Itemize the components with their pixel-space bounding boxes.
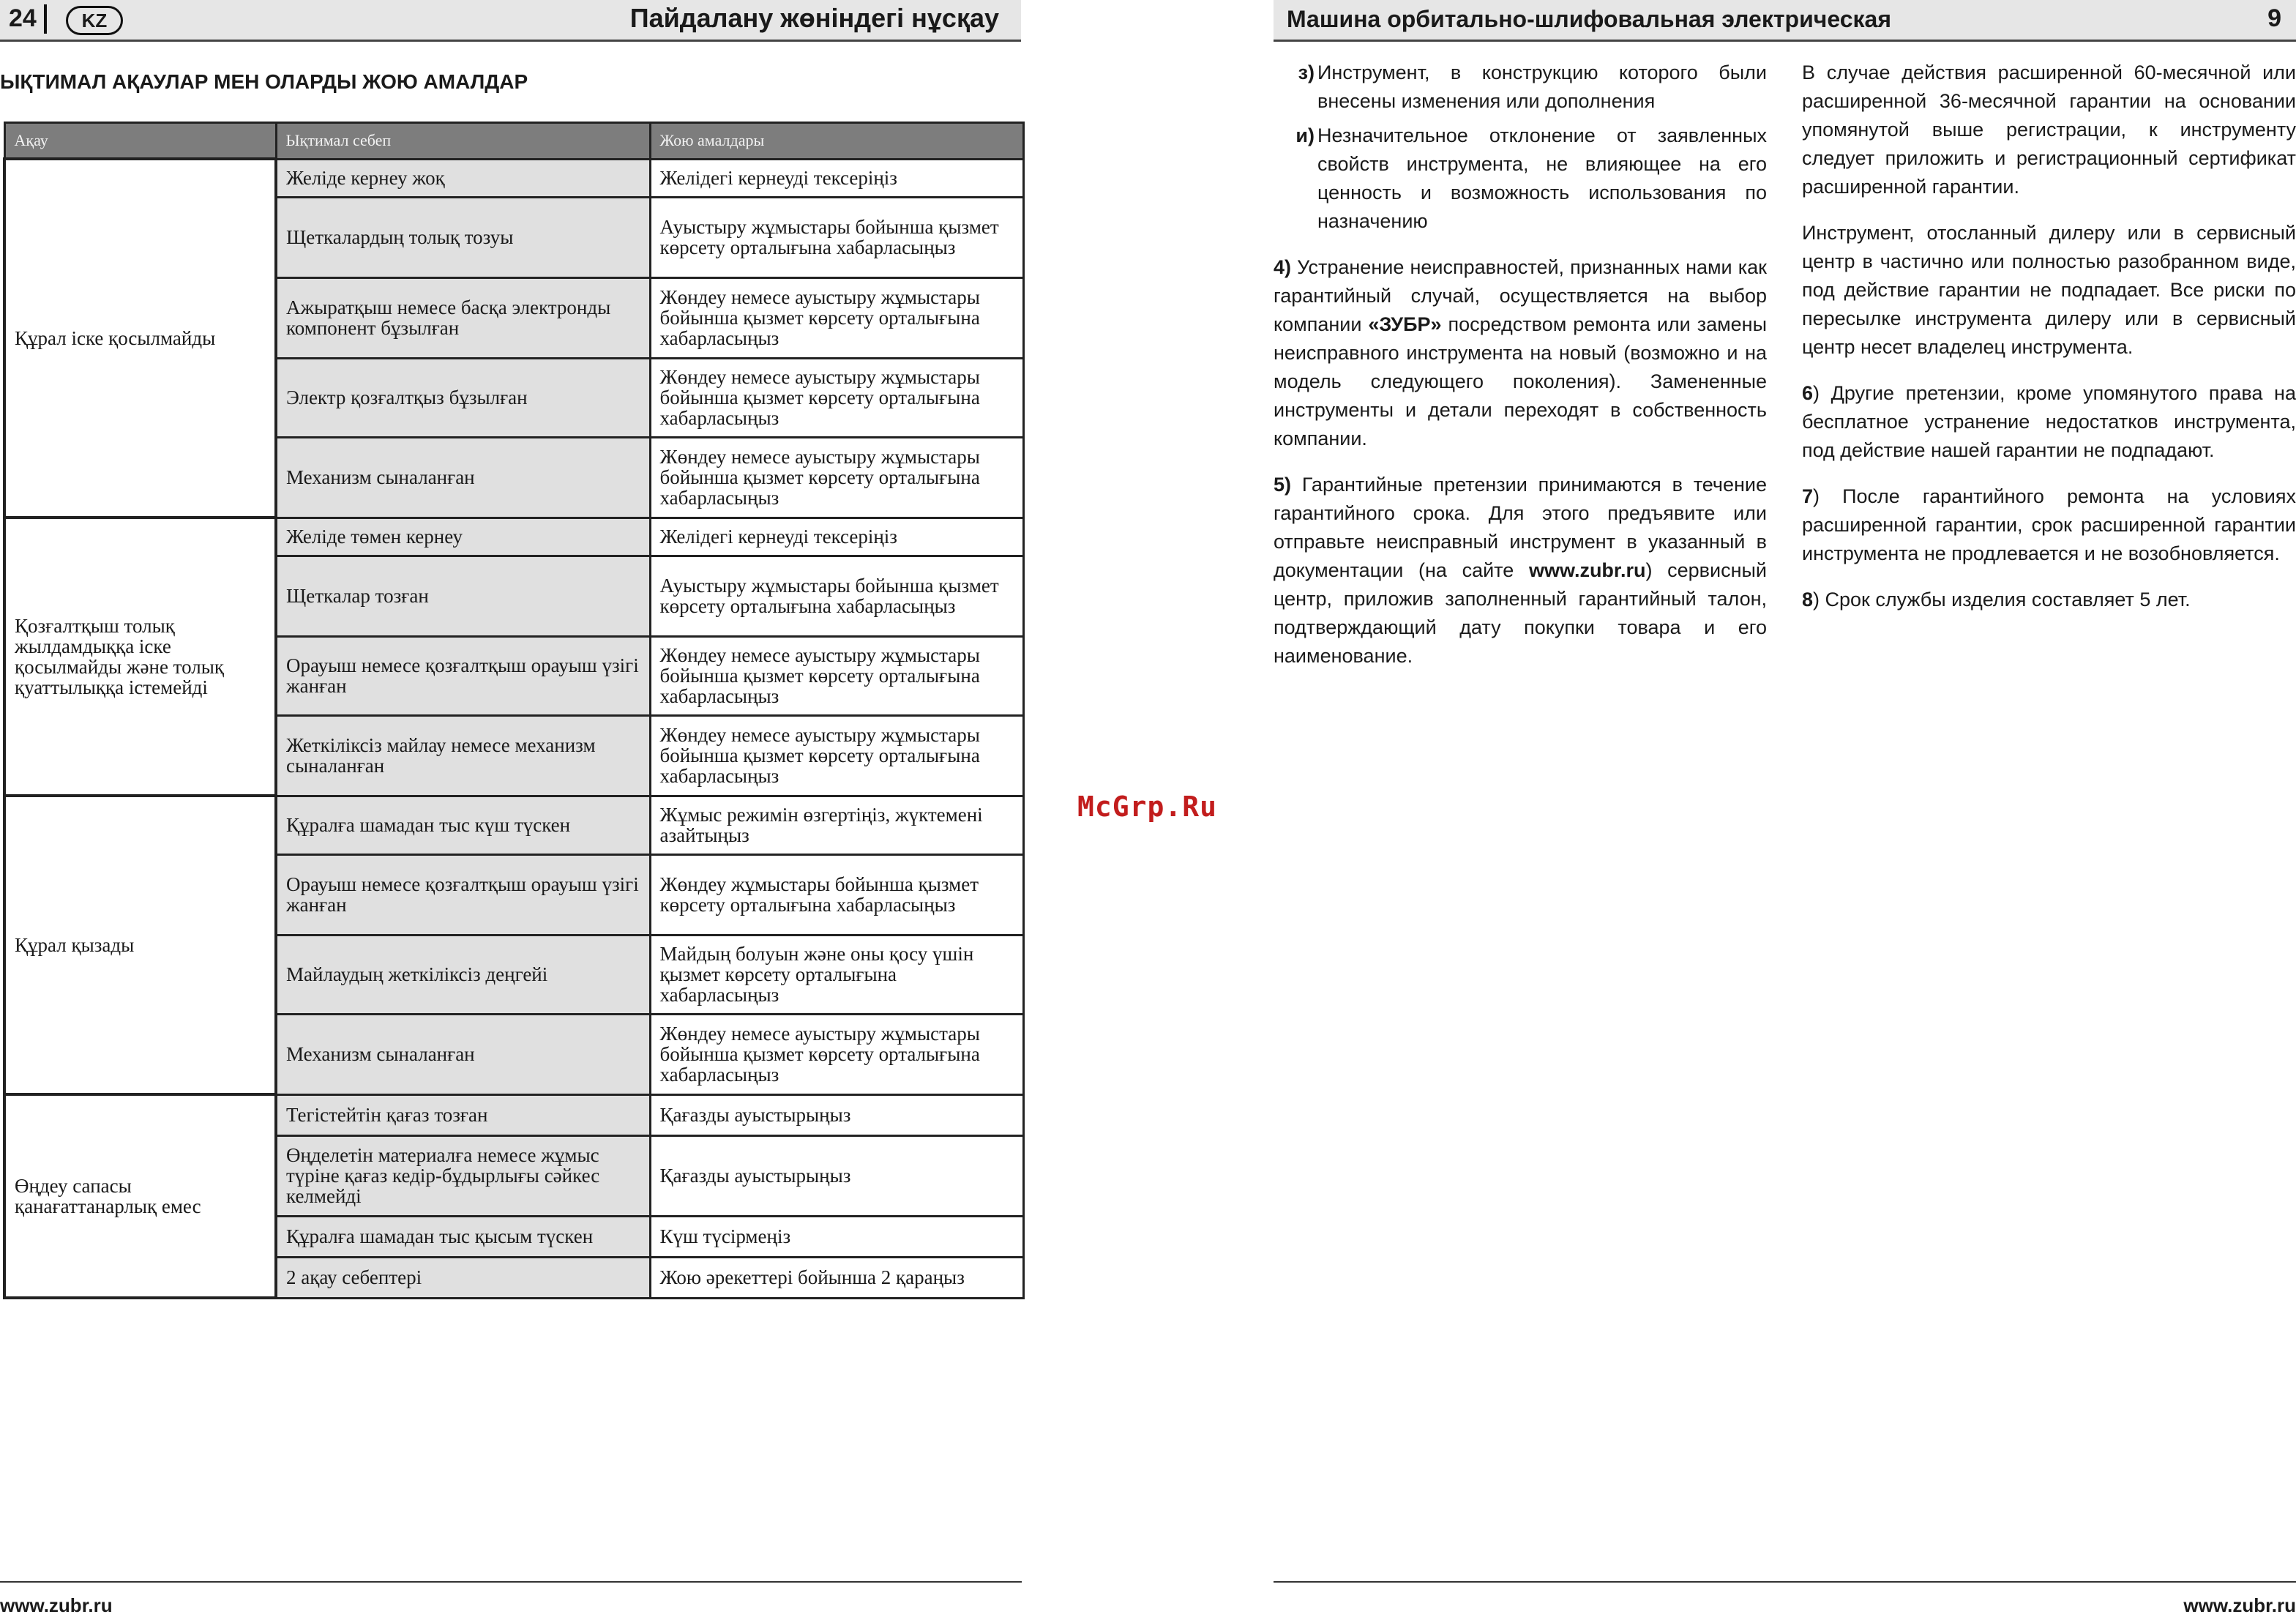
- paragraph-text: Устранение неисправностей, признанных нами как гарантийный случай, осуществляется на выбор компании: [1274, 256, 1767, 335]
- action-cell: Күш түсірмеңіз: [650, 1216, 1023, 1257]
- site-link[interactable]: www.zubr.ru: [1528, 559, 1646, 581]
- brand-name: «ЗУБР»: [1368, 313, 1442, 335]
- left-page: [0, 0, 1025, 1617]
- left-page-title: Пайдалану жөніндегі нұсқау: [629, 3, 999, 33]
- footer-divider: [1274, 1581, 2296, 1583]
- cause-cell: Орауыш немесе қозғалтқыш орауыш үзігі жанған: [276, 854, 650, 935]
- right-page-title: Машина орбитально-шлифовальная электрическая: [1287, 6, 1891, 32]
- cause-cell: Желіде төмен кернеу: [276, 518, 650, 556]
- paragraph-number: 5): [1274, 474, 1292, 496]
- right-page: [1274, 0, 2296, 1617]
- action-cell: Жөндеу жұмыстары бойынша қызмет көрсету орталығына хабарласыңыз: [650, 854, 1023, 935]
- cause-cell: Орауыш немесе қозғалтқыш орауыш үзігі жанған: [276, 636, 650, 715]
- list-item: [1274, 59, 1767, 116]
- fault-cell: Қозғалтқыш толық жылдамдыққа іске қосылмайды және толық қуаттылыққа істемейді: [4, 518, 276, 796]
- text-column-1: [1274, 59, 1767, 688]
- cause-cell: Щеткалардың толық тозуы: [276, 197, 650, 277]
- action-cell: Желідегі кернеуді тексеріңіз: [650, 159, 1023, 197]
- paragraph-text: ) Другие претензии, кроме упомянутого права на бесплатное устранение недостатков инструмента, под действие нашей гарантии не подпадают.: [1802, 382, 2296, 461]
- action-cell: Жөндеу немесе ауыстыру жұмыстары бойынша қызмет көрсету орталығына хабарласыңыз: [650, 437, 1023, 518]
- list-item: [1274, 122, 1767, 236]
- header-fault: Ақау: [4, 123, 276, 160]
- fault-cell: Құрал іске қосылмайды: [4, 159, 276, 518]
- cause-cell: Желіде кернеу жоқ: [276, 159, 650, 197]
- action-cell: Қағазды ауыстырыңыз: [650, 1135, 1023, 1216]
- action-cell: Жұмыс режимін өзгертіңіз, жүктемені азайтыңыз: [650, 796, 1023, 854]
- action-cell: Жөндеу немесе ауыстыру жұмыстары бойынша қызмет көрсету орталығына хабарласыңыз: [650, 715, 1023, 796]
- action-cell: Жөндеу немесе ауыстыру жұмыстары бойынша қызмет көрсету орталығына хабарласыңыз: [650, 636, 1023, 715]
- cause-cell: Электр қозғалтқыз бұзылған: [276, 358, 650, 437]
- left-footer-url: www.zubr.ru: [0, 1594, 113, 1616]
- paragraph-dealer: Инструмент, отосланный дилеру или в сервисный центр в частично или полностью разобранном виде, под действие гарантии не подпадает. Все риски по пересылке инструмента дилеру или в сервисный центр несет владелец инструмента.: [1802, 222, 2296, 358]
- cause-cell: Щеткалар тозған: [276, 556, 650, 636]
- watermark: McGrp.Ru: [1077, 791, 1218, 823]
- action-cell: Ауыстыру жұмыстары бойынша қызмет көрсету орталығына хабарласыңыз: [650, 197, 1023, 277]
- table-row: [4, 518, 1023, 556]
- paragraph-7: [1802, 482, 2296, 568]
- fault-cell: Құрал қызады: [4, 796, 276, 1094]
- cause-cell: Құралға шамадан тыс қысым түскен: [276, 1216, 650, 1257]
- cause-cell: Құралға шамадан тыс күш түскен: [276, 796, 650, 854]
- table-row: [4, 1094, 1023, 1135]
- paragraph-4: [1274, 253, 1767, 453]
- action-cell: Жөндеу немесе ауыстыру жұмыстары бойынша қызмет көрсету орталығына хабарласыңыз: [650, 358, 1023, 437]
- action-cell: Майдың болуын және оны қосу үшін қызмет көрсету орталығына хабарласыңыз: [650, 935, 1023, 1014]
- action-cell: Жою әрекеттері бойынша 2 қараңыз: [650, 1257, 1023, 1298]
- header-separator: [44, 4, 47, 34]
- list-marker: з): [1298, 61, 1315, 83]
- right-footer-url: www.zubr.ru: [2183, 1594, 2296, 1616]
- list-marker: и): [1295, 124, 1315, 146]
- paragraph-number: 6: [1802, 382, 1814, 404]
- cause-cell: Ажыратқыш немесе басқа электронды компонент бұзылған: [276, 277, 650, 358]
- text-column-2: [1802, 59, 2296, 632]
- header-action: Жою амалдары: [650, 123, 1023, 160]
- paragraph-8: [1802, 586, 2296, 614]
- right-page-number: 9: [2267, 4, 2281, 32]
- paragraph-number: 7: [1802, 485, 1814, 507]
- cause-cell: Механизм сыналанған: [276, 1014, 650, 1094]
- paragraph-text: ) сервисный центр, приложив заполненный гарантийный талон, подтверждающий дату покупки товара и его наименование.: [1274, 559, 1767, 667]
- list-text: Инструмент, в конструкцию которого были внесены изменения или дополнения: [1317, 61, 1767, 112]
- cause-cell: 2 ақау себептері: [276, 1257, 650, 1298]
- language-badge: KZ: [66, 6, 123, 35]
- cause-cell: Механизм сыналанған: [276, 437, 650, 518]
- left-page-number: 24: [9, 4, 37, 32]
- troubleshooting-table: [3, 122, 1025, 1299]
- section-title: ЫҚТИМАЛ АҚАУЛАР МЕН ОЛАРДЫ ЖОЮ АМАЛДАР: [0, 70, 528, 93]
- paragraph-6: [1802, 379, 2296, 465]
- paragraph-text: ) Срок службы изделия составляет 5 лет.: [1813, 589, 2191, 610]
- paragraph-text: посредством ремонта или замены неисправного инструмента на новый (возможно и на модель следующего поколения). Замененные инструменты и детали переходят в собственность компании.: [1274, 313, 1767, 449]
- fault-cell: Өңдеу сапасы қанағаттанарлық емес: [4, 1094, 276, 1298]
- list-text: Незначительное отклонение от заявленных свойств инструмента, не влияющее на его ценность и возможность использования по назначению: [1317, 124, 1767, 232]
- action-cell: Желідегі кернеуді тексеріңіз: [650, 518, 1023, 556]
- cause-cell: Жеткіліксіз майлау немесе механизм сыналанған: [276, 715, 650, 796]
- header-cause: Ықтимал себеп: [276, 123, 650, 160]
- action-cell: Жөндеу немесе ауыстыру жұмыстары бойынша қызмет көрсету орталығына хабарласыңыз: [650, 1014, 1023, 1094]
- action-cell: Қағазды ауыстырыңыз: [650, 1094, 1023, 1135]
- paragraph-number: 4): [1274, 256, 1292, 278]
- cause-cell: Тегістейтін қағаз тозған: [276, 1094, 650, 1135]
- footer-divider: [0, 1581, 1022, 1583]
- left-page-header: [0, 0, 1021, 42]
- cause-cell: Өңделетін материалға немесе жұмыс түріне қағаз кедір-бұдырлығы сәйкес келмейді: [276, 1135, 650, 1216]
- action-cell: Жөндеу немесе ауыстыру жұмыстары бойынша қызмет көрсету орталығына хабарласыңыз: [650, 277, 1023, 358]
- paragraph-text: ) После гарантийного ремонта на условиях расширенной гарантии, срок расширенной гарантии инструмента не продлевается и не возобновляется.: [1802, 485, 2296, 564]
- table-header-row: [4, 123, 1023, 160]
- table-row: [4, 159, 1023, 197]
- paragraph-extended-warranty: В случае действия расширенной 60-месячной или расширенной 36-месячной гарантии на основании упомянутой выше регистрации, к инструменту следует приложить и регистрационный сертификат расширенной гарантии.: [1802, 61, 2296, 198]
- action-cell: Ауыстыру жұмыстары бойынша қызмет көрсету орталығына хабарласыңыз: [650, 556, 1023, 636]
- right-page-header: [1274, 0, 2296, 42]
- paragraph-number: 8: [1802, 589, 1814, 610]
- paragraph-5: [1274, 471, 1767, 671]
- cause-cell: Майлаудың жеткіліксіз деңгейі: [276, 935, 650, 1014]
- table-row: [4, 796, 1023, 854]
- paragraph-text: Гарантийные претензии принимаются в течение гарантийного срока. Для этого предъявите или отправьте неисправный инструмент в указанный в документации (на сайте: [1274, 474, 1767, 581]
